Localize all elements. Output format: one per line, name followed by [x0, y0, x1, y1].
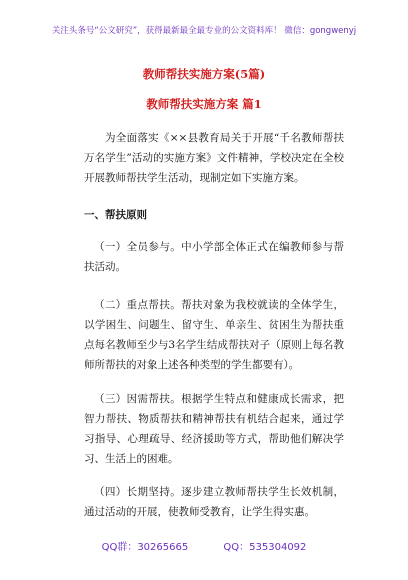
intro-paragraph: 为全面落实《××县教育局关于开展“千名教师帮扶万名学生”活动的实施方案》文件精神，学校决定在全校开展教师帮扶学生活动，现制定如下实施方案。	[84, 132, 344, 184]
section-heading: 一、帮扶原则	[84, 209, 147, 221]
footer-qq-group: QQ群：30265665	[101, 542, 189, 553]
footer-qq: QQ：535304092	[223, 542, 307, 553]
principle-item-4: （四）长期坚持。逐步建立教师帮扶学生长效机制，通过活动的开展，使教师受教育，让学生得实惠。	[84, 486, 344, 518]
document-title: 教师帮扶实施方案(5篇)	[142, 67, 266, 81]
principle-item-1: （一）全员参与。中小学部全体正式在编教师参与帮扶活动。	[84, 241, 344, 273]
principle-item-2: （二）重点帮扶。帮扶对象为我校就读的全体学生，以学困生、问题生、留守生、单亲生、贫困生为帮扶重点每名教师至少与3名学生结成帮扶对子（原则上每名教师所帮扶的对象上述各种类型的学生都要有）。	[84, 299, 344, 371]
principle-item-3: （三）因需帮扶。根据学生特点和健康成长需求，把智力帮扶、物质帮扶和精神帮扶有机结合起来，通过学习指导、心理疏导、经济援助等方式，帮助他们解决学习、生活上的困难。	[84, 393, 344, 465]
document-subtitle: 教师帮扶实施方案 篇1	[146, 97, 262, 111]
header-note: 关注头条号“公文研究”，获得最新最全最专业的公文资料库！ 微信：gongwenyj	[51, 26, 357, 36]
footer-contact	[0, 538, 408, 553]
